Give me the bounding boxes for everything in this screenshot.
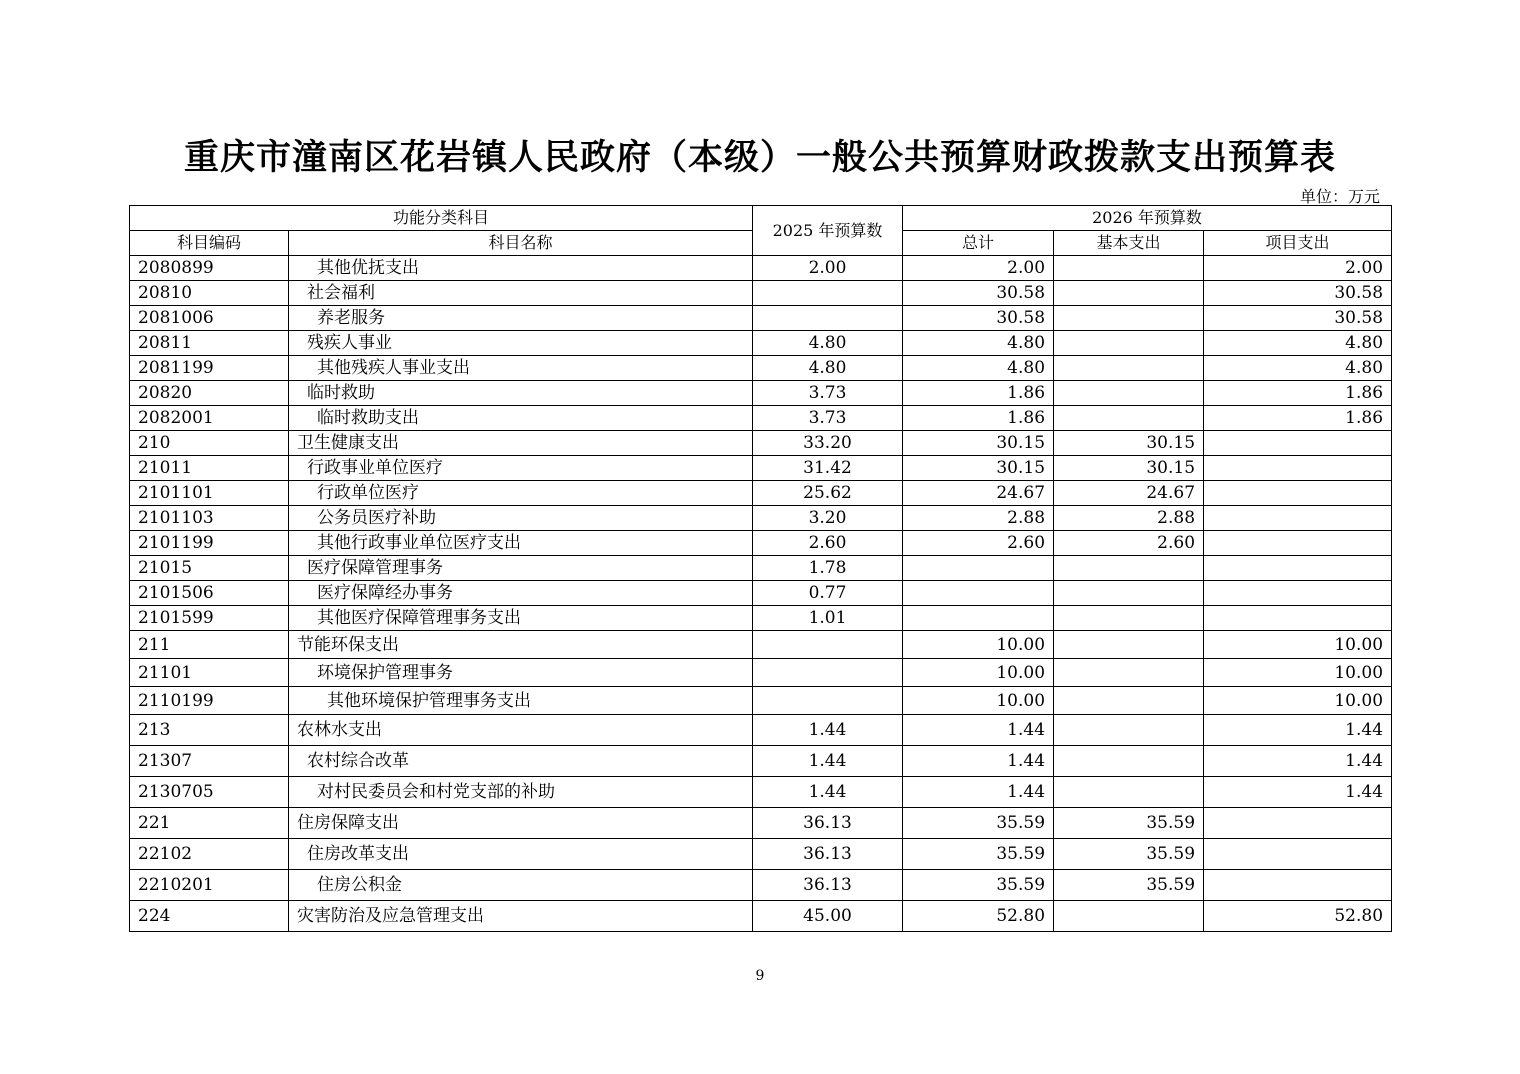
row-total-cell: 30.58 (903, 306, 1054, 331)
row-2025-cell: 31.42 (753, 456, 903, 481)
row-basic-cell (1054, 687, 1204, 715)
row-name-cell: 其他环境保护管理事务支出 (289, 687, 753, 715)
row-total-cell: 2.00 (903, 256, 1054, 281)
row-name-cell: 临时救助 (289, 381, 753, 406)
row-basic-cell (1054, 256, 1204, 281)
row-code-cell: 20820 (130, 381, 289, 406)
row-basic-cell (1054, 356, 1204, 381)
table-row (130, 901, 1392, 932)
row-project-cell: 30.58 (1204, 281, 1392, 306)
row-project-cell: 10.00 (1204, 631, 1392, 659)
row-2025-cell: 33.20 (753, 431, 903, 456)
table-row (130, 381, 1392, 406)
table-row (130, 406, 1392, 431)
header-project: 项目支出 (1204, 231, 1392, 256)
row-code-cell: 2080899 (130, 256, 289, 281)
row-basic-cell (1054, 901, 1204, 932)
table-row (130, 431, 1392, 456)
row-total-cell: 2.88 (903, 506, 1054, 531)
row-name-cell: 临时救助支出 (289, 406, 753, 431)
row-project-cell (1204, 870, 1392, 901)
row-basic-cell (1054, 281, 1204, 306)
row-2025-cell: 3.20 (753, 506, 903, 531)
row-code-cell: 2082001 (130, 406, 289, 431)
row-code-cell: 21011 (130, 456, 289, 481)
page-number: 9 (755, 968, 765, 984)
row-project-cell (1204, 581, 1392, 606)
header-name: 科目名称 (289, 231, 753, 256)
header-code: 科目编码 (130, 231, 289, 256)
row-code-cell: 22102 (130, 839, 289, 870)
row-project-cell: 52.80 (1204, 901, 1392, 932)
row-code-cell: 2101101 (130, 481, 289, 506)
table-row (130, 281, 1392, 306)
row-name-cell: 公务员医疗补助 (289, 506, 753, 531)
table-row (130, 506, 1392, 531)
row-basic-cell (1054, 659, 1204, 687)
row-code-cell: 221 (130, 808, 289, 839)
row-basic-cell (1054, 746, 1204, 777)
table-row (130, 631, 1392, 659)
row-total-cell: 35.59 (903, 808, 1054, 839)
row-basic-cell (1054, 406, 1204, 431)
row-name-cell: 残疾人事业 (289, 331, 753, 356)
table-body (130, 256, 1392, 932)
row-basic-cell (1054, 331, 1204, 356)
row-name-cell: 住房保障支出 (289, 808, 753, 839)
row-project-cell (1204, 556, 1392, 581)
row-2025-cell (753, 631, 903, 659)
row-project-cell: 1.86 (1204, 381, 1392, 406)
row-name-cell: 灾害防治及应急管理支出 (289, 901, 753, 932)
row-code-cell: 213 (130, 715, 289, 746)
row-basic-cell (1054, 715, 1204, 746)
row-total-cell: 1.44 (903, 715, 1054, 746)
row-code-cell: 21015 (130, 556, 289, 581)
row-basic-cell: 35.59 (1054, 839, 1204, 870)
row-2025-cell (753, 687, 903, 715)
row-code-cell: 2101199 (130, 531, 289, 556)
row-project-cell: 2.00 (1204, 256, 1392, 281)
row-total-cell: 1.44 (903, 777, 1054, 808)
row-project-cell (1204, 808, 1392, 839)
row-2025-cell: 36.13 (753, 808, 903, 839)
row-code-cell: 2110199 (130, 687, 289, 715)
row-name-cell: 节能环保支出 (289, 631, 753, 659)
table-row (130, 606, 1392, 631)
table-row (130, 659, 1392, 687)
table-row (130, 531, 1392, 556)
header-2026: 2026 年预算数 (903, 206, 1392, 231)
row-basic-cell (1054, 581, 1204, 606)
row-project-cell: 4.80 (1204, 331, 1392, 356)
row-2025-cell (753, 306, 903, 331)
row-total-cell: 24.67 (903, 481, 1054, 506)
header-total: 总计 (903, 231, 1054, 256)
table-row (130, 331, 1392, 356)
row-project-cell (1204, 606, 1392, 631)
row-code-cell: 2101103 (130, 506, 289, 531)
table-row (130, 687, 1392, 715)
row-project-cell: 30.58 (1204, 306, 1392, 331)
row-project-cell: 10.00 (1204, 659, 1392, 687)
row-2025-cell: 0.77 (753, 581, 903, 606)
row-total-cell: 1.44 (903, 746, 1054, 777)
row-project-cell (1204, 456, 1392, 481)
row-2025-cell: 1.44 (753, 715, 903, 746)
row-basic-cell: 2.88 (1054, 506, 1204, 531)
row-project-cell: 1.44 (1204, 777, 1392, 808)
row-total-cell: 4.80 (903, 331, 1054, 356)
row-total-cell: 1.86 (903, 381, 1054, 406)
budget-table (129, 205, 1392, 932)
row-2025-cell (753, 281, 903, 306)
page-title: 重庆市潼南区花岩镇人民政府（本级）一般公共预算财政拨款支出预算表 (183, 138, 1336, 178)
row-2025-cell: 36.13 (753, 839, 903, 870)
row-project-cell: 1.44 (1204, 746, 1392, 777)
row-basic-cell: 30.15 (1054, 431, 1204, 456)
row-name-cell: 对村民委员会和村党支部的补助 (289, 777, 753, 808)
table-row (130, 256, 1392, 281)
row-name-cell: 养老服务 (289, 306, 753, 331)
row-2025-cell: 3.73 (753, 406, 903, 431)
row-project-cell: 1.86 (1204, 406, 1392, 431)
table-row (130, 746, 1392, 777)
table-row (130, 839, 1392, 870)
row-2025-cell: 4.80 (753, 331, 903, 356)
table-row (130, 356, 1392, 381)
unit-label: 单位：万元 (1299, 187, 1380, 206)
row-code-cell: 224 (130, 901, 289, 932)
row-total-cell: 4.80 (903, 356, 1054, 381)
row-code-cell: 21101 (130, 659, 289, 687)
row-basic-cell (1054, 556, 1204, 581)
table-row (130, 581, 1392, 606)
row-name-cell: 住房公积金 (289, 870, 753, 901)
row-basic-cell (1054, 777, 1204, 808)
row-2025-cell: 2.00 (753, 256, 903, 281)
table-row (130, 306, 1392, 331)
row-total-cell (903, 556, 1054, 581)
row-name-cell: 其他行政事业单位医疗支出 (289, 531, 753, 556)
row-code-cell: 2081006 (130, 306, 289, 331)
row-name-cell: 卫生健康支出 (289, 431, 753, 456)
row-2025-cell: 1.01 (753, 606, 903, 631)
row-name-cell: 住房改革支出 (289, 839, 753, 870)
row-total-cell: 52.80 (903, 901, 1054, 932)
row-basic-cell: 35.59 (1054, 808, 1204, 839)
row-code-cell: 20810 (130, 281, 289, 306)
row-total-cell: 30.15 (903, 431, 1054, 456)
row-2025-cell (753, 659, 903, 687)
row-name-cell: 行政事业单位医疗 (289, 456, 753, 481)
row-basic-cell (1054, 306, 1204, 331)
row-code-cell: 21307 (130, 746, 289, 777)
row-basic-cell: 30.15 (1054, 456, 1204, 481)
table-row (130, 456, 1392, 481)
row-basic-cell: 2.60 (1054, 531, 1204, 556)
row-basic-cell: 35.59 (1054, 870, 1204, 901)
row-name-cell: 农林水支出 (289, 715, 753, 746)
row-project-cell (1204, 506, 1392, 531)
row-total-cell: 10.00 (903, 659, 1054, 687)
row-2025-cell: 3.73 (753, 381, 903, 406)
row-project-cell (1204, 531, 1392, 556)
row-code-cell: 211 (130, 631, 289, 659)
row-total-cell: 35.59 (903, 870, 1054, 901)
row-name-cell: 环境保护管理事务 (289, 659, 753, 687)
row-project-cell: 4.80 (1204, 356, 1392, 381)
row-2025-cell: 4.80 (753, 356, 903, 381)
row-basic-cell (1054, 606, 1204, 631)
row-name-cell: 其他残疾人事业支出 (289, 356, 753, 381)
row-project-cell (1204, 481, 1392, 506)
table-row (130, 481, 1392, 506)
row-basic-cell (1054, 631, 1204, 659)
row-2025-cell: 1.44 (753, 746, 903, 777)
row-total-cell: 10.00 (903, 687, 1054, 715)
row-total-cell: 1.86 (903, 406, 1054, 431)
row-code-cell: 2081199 (130, 356, 289, 381)
header-2025: 2025 年预算数 (753, 206, 903, 256)
row-name-cell: 医疗保障管理事务 (289, 556, 753, 581)
row-code-cell: 2101599 (130, 606, 289, 631)
row-name-cell: 其他优抚支出 (289, 256, 753, 281)
row-total-cell: 2.60 (903, 531, 1054, 556)
row-total-cell (903, 581, 1054, 606)
row-basic-cell: 24.67 (1054, 481, 1204, 506)
row-2025-cell: 2.60 (753, 531, 903, 556)
table-row (130, 870, 1392, 901)
row-total-cell (903, 606, 1054, 631)
row-code-cell: 210 (130, 431, 289, 456)
header-basic: 基本支出 (1054, 231, 1204, 256)
row-name-cell: 医疗保障经办事务 (289, 581, 753, 606)
table-row (130, 777, 1392, 808)
row-2025-cell: 36.13 (753, 870, 903, 901)
header-func-class: 功能分类科目 (130, 206, 753, 231)
row-code-cell: 20811 (130, 331, 289, 356)
row-2025-cell: 1.44 (753, 777, 903, 808)
row-total-cell: 35.59 (903, 839, 1054, 870)
row-name-cell: 社会福利 (289, 281, 753, 306)
row-name-cell: 行政单位医疗 (289, 481, 753, 506)
row-code-cell: 2210201 (130, 870, 289, 901)
row-project-cell: 10.00 (1204, 687, 1392, 715)
table-row (130, 556, 1392, 581)
table-row (130, 715, 1392, 746)
row-2025-cell: 1.78 (753, 556, 903, 581)
row-project-cell: 1.44 (1204, 715, 1392, 746)
row-project-cell (1204, 839, 1392, 870)
row-total-cell: 30.15 (903, 456, 1054, 481)
row-code-cell: 2101506 (130, 581, 289, 606)
row-basic-cell (1054, 381, 1204, 406)
row-code-cell: 2130705 (130, 777, 289, 808)
row-name-cell: 农村综合改革 (289, 746, 753, 777)
row-2025-cell: 45.00 (753, 901, 903, 932)
row-project-cell (1204, 431, 1392, 456)
row-2025-cell: 25.62 (753, 481, 903, 506)
row-total-cell: 10.00 (903, 631, 1054, 659)
row-name-cell: 其他医疗保障管理事务支出 (289, 606, 753, 631)
row-total-cell: 30.58 (903, 281, 1054, 306)
table-row (130, 808, 1392, 839)
